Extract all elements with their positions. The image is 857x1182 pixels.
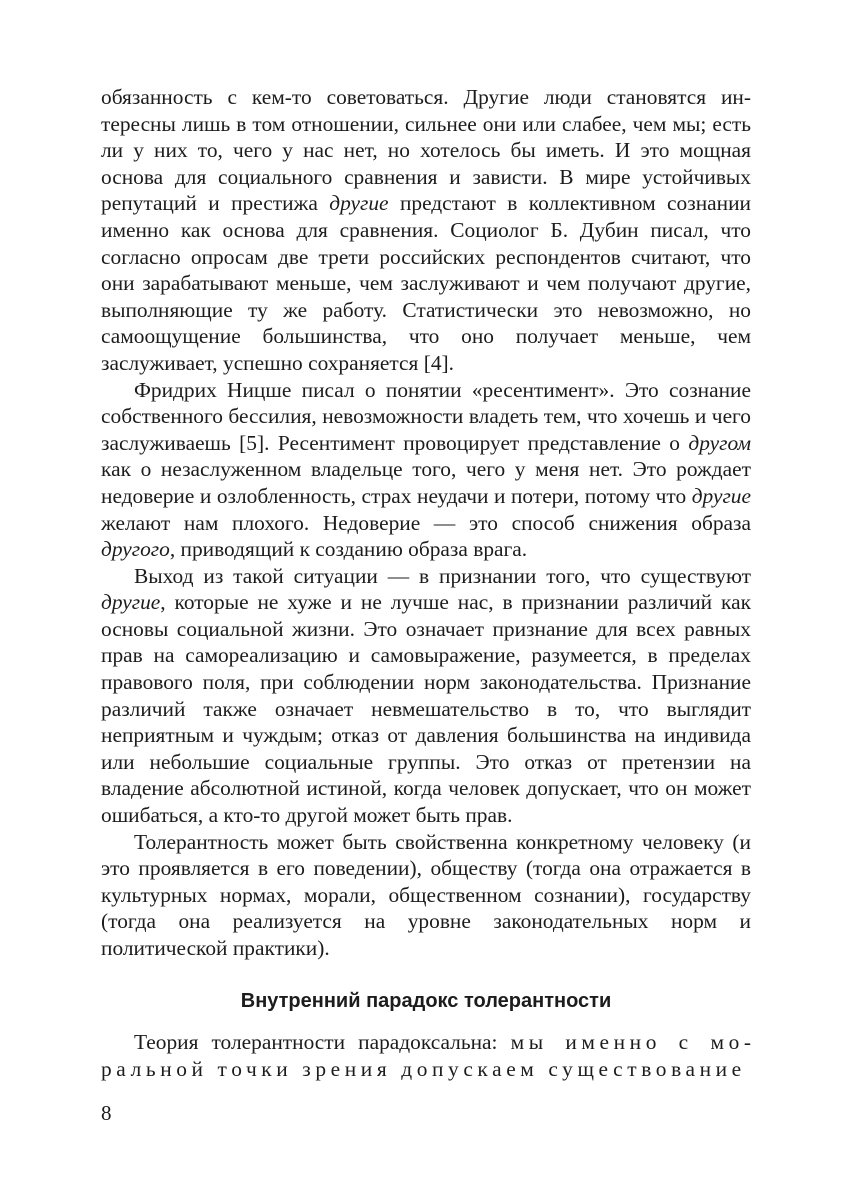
paragraph-2	[101, 377, 751, 563]
section-heading: Внутренний парадокс толерантности	[240, 990, 612, 1012]
intro-text: Теория толерантности парадоксальна:	[134, 1030, 511, 1054]
text-run: предстают в коллективном сознании именно как основа для сравнения. Социолог Б. Дубин писал, что согласно опросам две трети российских респондентов считают, что они зарабатывают меньше, чем заслуживают и чем получают другие, выполняющие ту же работу. Статистически это невозможно, но самоощущение большинства, что оно получает меньше, чем заслуживает, успешно сохраняется [4].	[101, 191, 751, 375]
text-run: , приводящий к созданию образа врага.	[169, 537, 528, 562]
intro-spaced-text: мы именно с моральной точки зрения допускаем существование	[101, 1030, 751, 1081]
emphasized-word: другие	[691, 483, 751, 508]
page-body	[101, 84, 751, 1081]
emphasized-word: другие	[329, 191, 389, 216]
paragraph-4	[101, 829, 751, 962]
emphasized-word: другого	[101, 537, 170, 562]
text-run: обязанность с кем-то советоваться. Другие люди становятся интересны лишь в том отношении, сильнее они или слабее, чем мы; есть ли у них то, чего у нас нет, но хотелось бы иметь. И это мощная основа для социального сравнения и зависти. В мире устойчивых репутаций и престижа	[101, 85, 751, 216]
text-run: Толерантность может быть свойственна конкретному человеку (и это проявляется в его поведении), обществу (тогда она отражается в культурных нормах, морали, общественном сознании), государству (тогда она реализуется на уровне законодательных норм и политической практики).	[101, 829, 751, 960]
page-number: 8	[101, 1101, 112, 1125]
emphasized-word: другом	[688, 430, 751, 455]
text-run: Фридрих Ницше писал о понятии «ресентимент». Это сознание собственного бессилия, невозможности владеть тем, что хочешь и чего заслуживаешь [5]. Ресентимент провоцирует представление о	[101, 377, 751, 455]
text-run: желают нам плохого. Недоверие — это способ снижения образа	[101, 510, 751, 535]
text-run: , которые не хуже и не лучше нас, в признании различий как основы социальной жизни. Это означает признание для всех равных прав на самореализацию и самовыражение, разумеется, в пределах правового поля, при соблюдении норм законодательства. Признание различий также означает невмешательство в то, что выглядит неприятным и чуждым; отказ от давления большинства на индивида или небольшие социальные группы. Это отказ от претензии на владение абсолютной истиной, когда человек допускает, что он может ошибаться, а кто-то другой может быть прав.	[101, 590, 751, 828]
text-run: Выход из такой ситуации — в признании того, что существуют	[134, 563, 751, 588]
paragraph-3	[101, 563, 751, 829]
paragraph-1	[101, 84, 751, 377]
section-intro-paragraph	[101, 1029, 751, 1082]
text-run: как о незаслуженном владельце того, чего у меня нет. Это рождает недоверие и озлобленность, страх неудачи и потери, потому что	[101, 457, 751, 508]
emphasized-word: другие	[101, 590, 161, 615]
text-column	[101, 84, 751, 962]
